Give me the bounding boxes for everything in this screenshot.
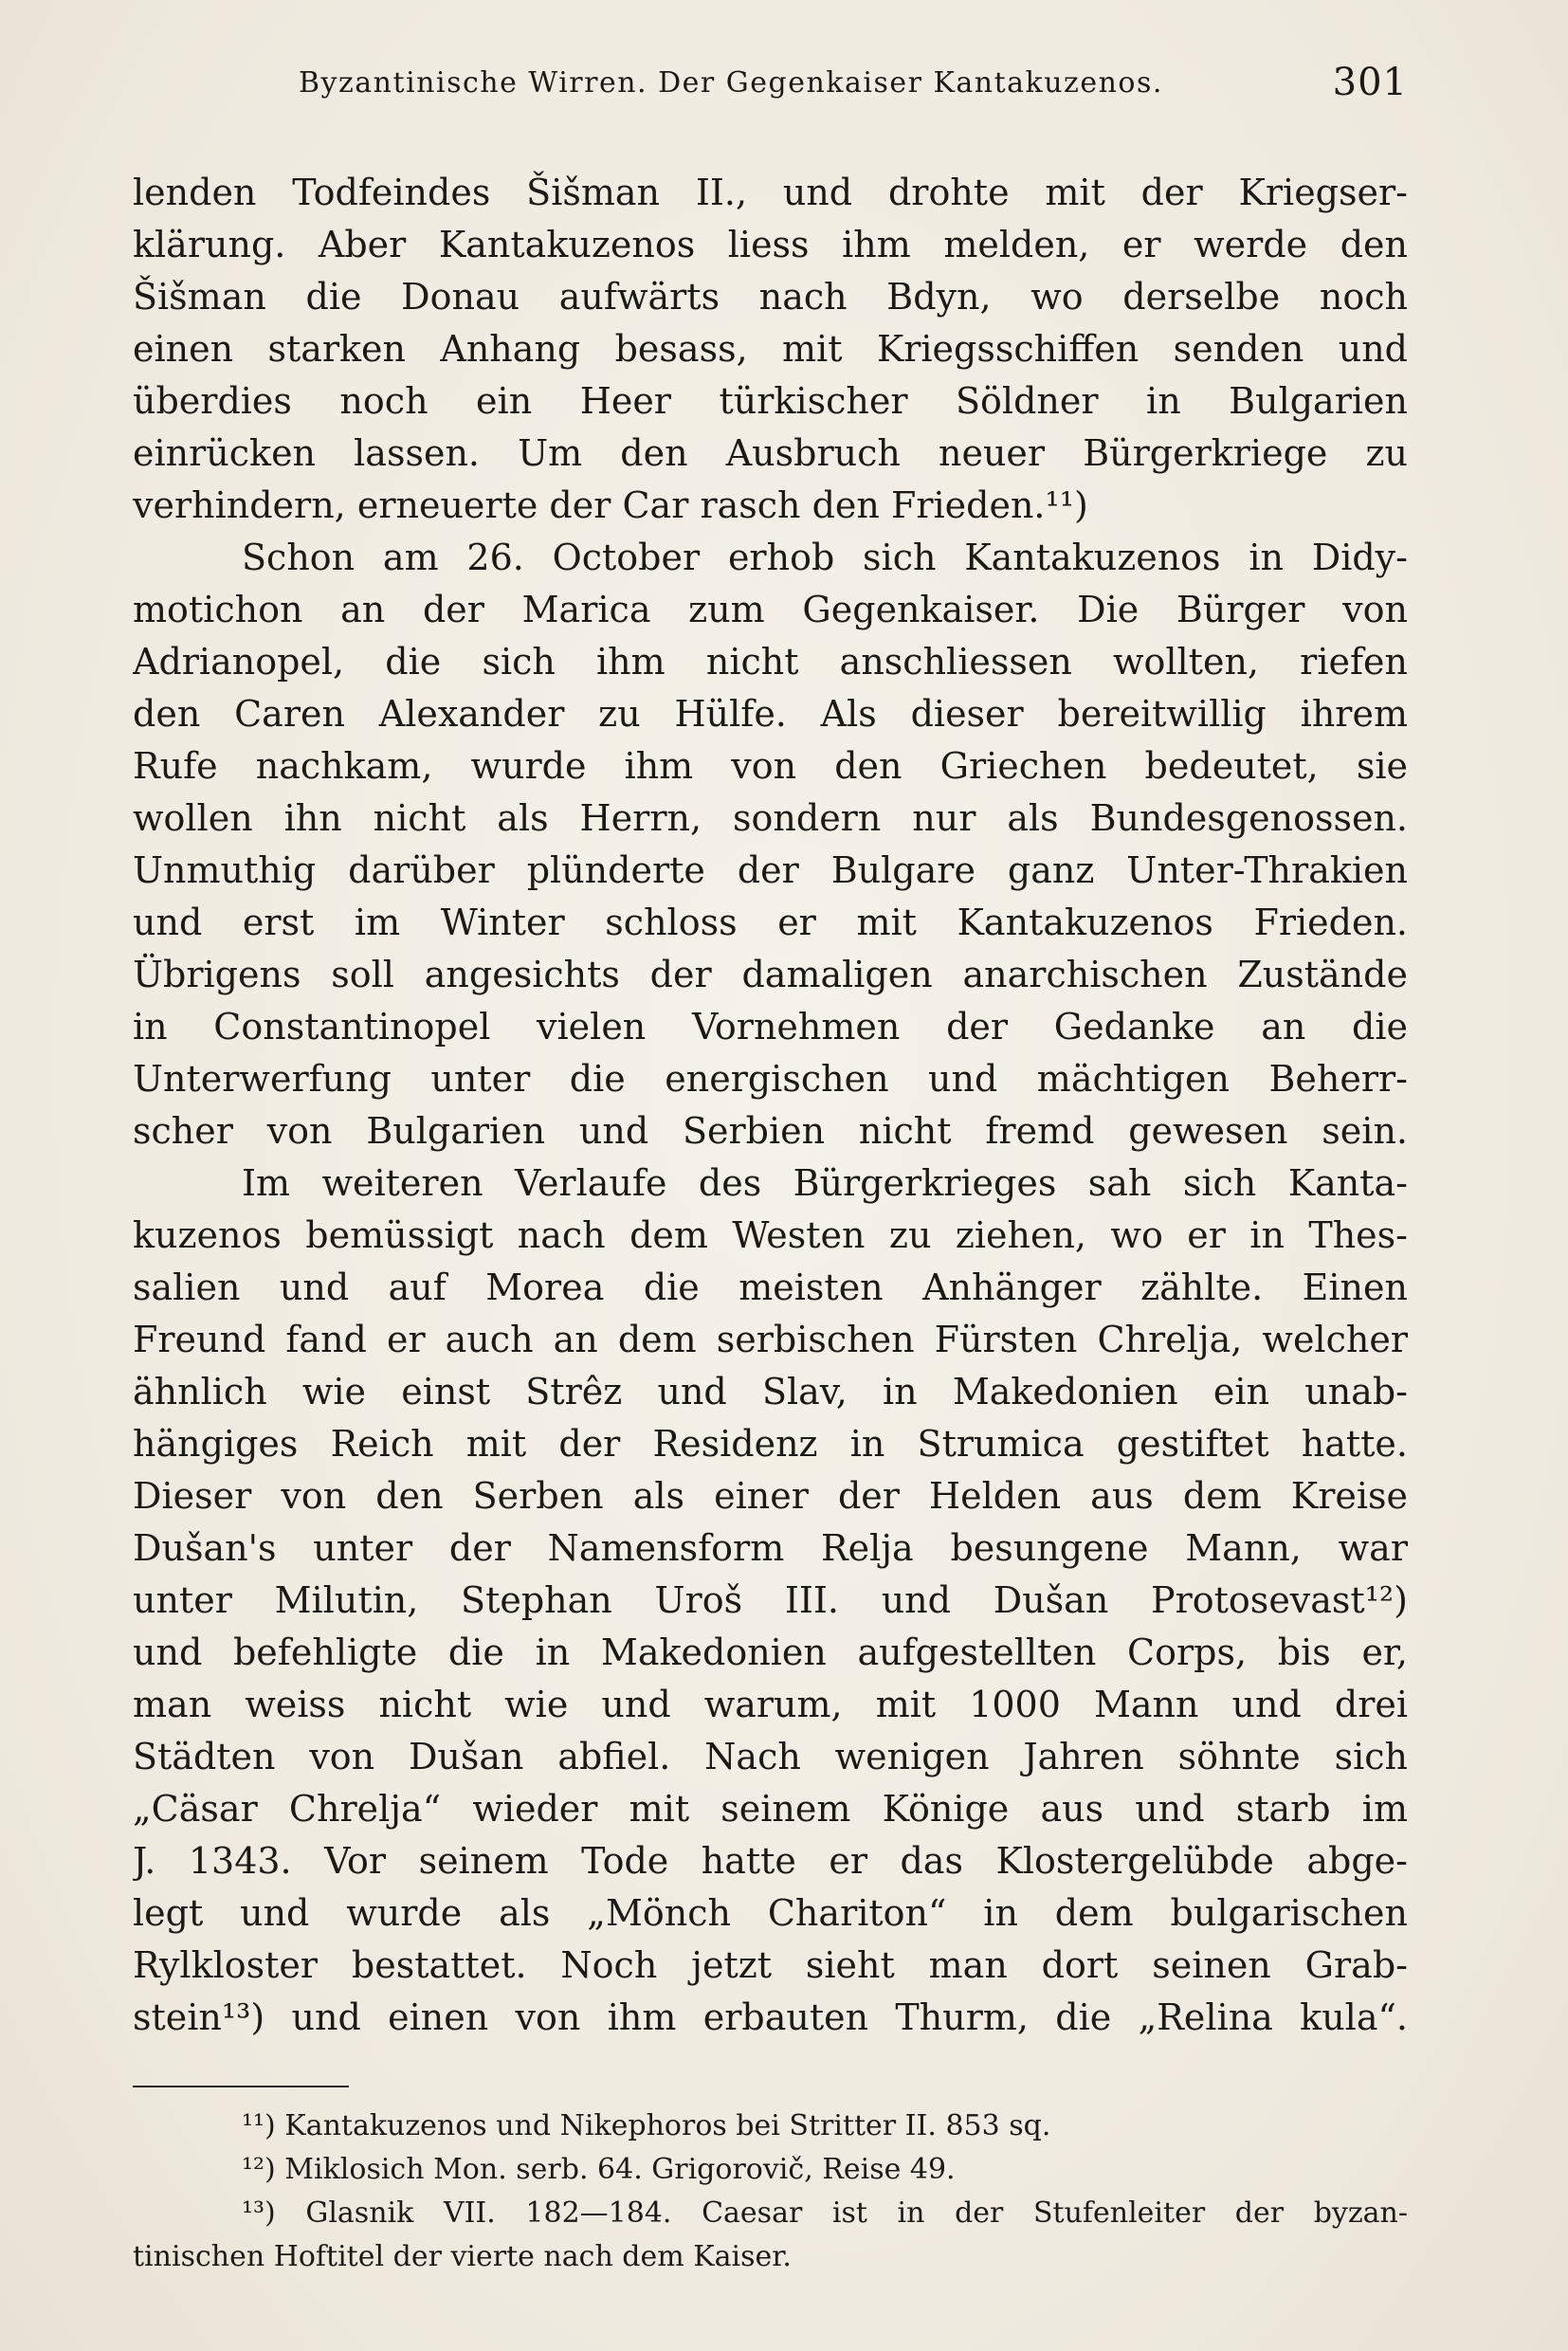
footnote-13-continued: tinischen Hoftitel der vierte nach dem Kaiser. bbox=[133, 2240, 792, 2273]
body-line: Unterwerfung unter die energischen und mächtigen Beherr- bbox=[133, 1058, 1408, 1100]
body-line: „Cäsar Chrelja“ wieder mit seinem Könige aus und starb im bbox=[133, 1788, 1408, 1830]
body-line: man weiss nicht wie und warum, mit 1000 Mann und drei bbox=[133, 1684, 1408, 1725]
body-line: scher von Bulgarien und Serbien nicht fremd gewesen sein. bbox=[133, 1110, 1408, 1152]
footnote-11: ¹¹) Kantakuzenos und Nikephoros bei Stritter II. 853 sq. bbox=[242, 2109, 1051, 2142]
body-line: lenden Todfeindes Šišman II., und drohte mit der Kriegser- bbox=[133, 172, 1408, 213]
footnotes bbox=[133, 2105, 1408, 2279]
body-line: Schon am 26. October erhob sich Kantakuzenos in Didy- bbox=[242, 537, 1408, 578]
page-number: 301 bbox=[1332, 61, 1408, 104]
body-line: einen starken Anhang besass, mit Kriegsschiffen senden und bbox=[133, 328, 1408, 370]
body-line: ähnlich wie einst Strêz und Slav, in Makedonien ein unab- bbox=[133, 1371, 1408, 1412]
body-line: verhindern, erneuerte der Car rasch den Frieden.¹¹) bbox=[133, 484, 1088, 526]
body-line: legt und wurde als „Mönch Chariton“ in dem bulgarischen bbox=[133, 1892, 1408, 1934]
body-line: Šišman die Donau aufwärts nach Bdyn, wo derselbe noch bbox=[133, 276, 1408, 318]
body-line: J. 1343. Vor seinem Tode hatte er das Klostergelübde abge- bbox=[133, 1840, 1408, 1882]
body-line: Rufe nachkam, wurde ihm von den Griechen bedeutet, sie bbox=[133, 745, 1408, 787]
body-line: unter Milutin, Stephan Uroš III. und Dušan Protosevast¹²) bbox=[133, 1579, 1408, 1621]
footnote-12: ¹²) Miklosich Mon. serb. 64. Grigorovič, Reise 49. bbox=[242, 2153, 956, 2186]
body-line: Übrigens soll angesichts der damaligen anarchischen Zustände bbox=[133, 954, 1408, 995]
body-line: salien und auf Morea die meisten Anhänger zählte. Einen bbox=[133, 1267, 1408, 1308]
body-line: Im weiteren Verlaufe des Bürgerkrieges sah sich Kanta- bbox=[242, 1162, 1408, 1204]
body-line: kuzenos bemüssigt nach dem Westen zu ziehen, wo er in Thes- bbox=[133, 1214, 1408, 1256]
body-line: und erst im Winter schloss er mit Kantakuzenos Frieden. bbox=[133, 902, 1408, 943]
body-line: stein¹³) und einen von ihm erbauten Thurm, die „Relina kula“. bbox=[133, 1996, 1408, 2038]
body-line: klärung. Aber Kantakuzenos liess ihm melden, er werde den bbox=[133, 224, 1408, 265]
footnote-13: ¹³) Glasnik VII. 182—184. Caesar ist in der Stufenleiter der byzan- bbox=[242, 2196, 1408, 2230]
body-text bbox=[133, 167, 1408, 2044]
body-line: einrücken lassen. Um den Ausbruch neuer Bürgerkriege zu bbox=[133, 432, 1408, 474]
body-line: den Caren Alexander zu Hülfe. Als dieser bereitwillig ihrem bbox=[133, 693, 1408, 735]
footnote-rule bbox=[133, 2086, 349, 2087]
body-line: Rylkloster bestattet. Noch jetzt sieht man dort seinen Grab- bbox=[133, 1944, 1408, 1986]
body-line: Städten von Dušan abfiel. Nach wenigen Jahren söhnte sich bbox=[133, 1736, 1408, 1777]
body-line: Unmuthig darüber plünderte der Bulgare ganz Unter-Thrakien bbox=[133, 849, 1408, 891]
body-line: motichon an der Marica zum Gegenkaiser. Die Bürger von bbox=[133, 589, 1408, 630]
page-header bbox=[133, 61, 1408, 118]
body-line: wollen ihn nicht als Herrn, sondern nur als Bundesgenossen. bbox=[133, 797, 1408, 839]
body-line: in Constantinopel vielen Vornehmen der Gedanke an die bbox=[133, 1006, 1408, 1048]
body-line: Adrianopel, die sich ihm nicht anschliessen wollten, riefen bbox=[133, 641, 1408, 683]
body-line: und befehligte die in Makedonien aufgestellten Corps, bis er, bbox=[133, 1631, 1408, 1673]
body-line: hängiges Reich mit der Residenz in Strumica gestiftet hatte. bbox=[133, 1423, 1408, 1465]
body-line: überdies noch ein Heer türkischer Söldner in Bulgarien bbox=[133, 380, 1408, 422]
body-line: Dušan's unter der Namensform Relja besungene Mann, war bbox=[133, 1527, 1408, 1569]
running-title: Byzantinische Wirren. Der Gegenkaiser Kantakuzenos. bbox=[299, 66, 1163, 100]
body-line: Dieser von den Serben als einer der Helden aus dem Kreise bbox=[133, 1475, 1408, 1517]
body-line: Freund fand er auch an dem serbischen Fürsten Chrelja, welcher bbox=[133, 1319, 1408, 1360]
